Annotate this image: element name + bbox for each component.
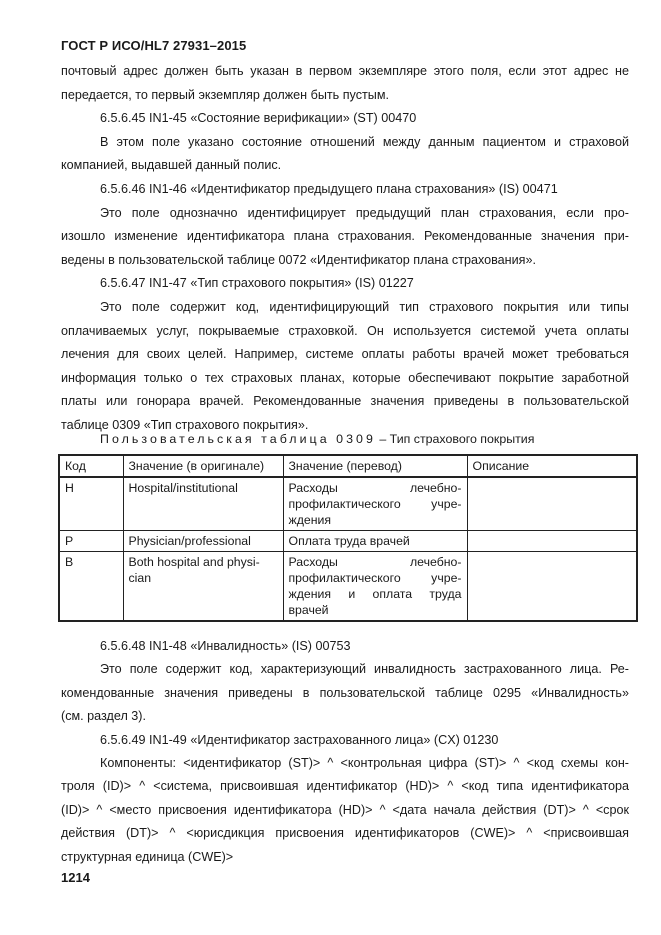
cell-description xyxy=(467,552,637,622)
cell-line: Оплата труда врачей xyxy=(288,534,410,548)
text-line: ведены в пользовательской таблице 0072 «Идентификатор плана страхования». xyxy=(61,252,536,267)
cell-original xyxy=(123,477,283,531)
cell-line: ждения и оплата труда xyxy=(288,587,462,601)
text-line: информация только о тех страховых планах, которые обеспечивают покрытие заработной xyxy=(61,370,629,385)
text-line: комендованные значения приведены в пользовательской таблице 0295 «Инвалидность» xyxy=(61,685,629,700)
text-line: (ID)> ^ <место присвоения идентификатора (HD)> ^ <дата начала действия (DT)> ^ <срок xyxy=(61,802,629,817)
table-row xyxy=(59,552,637,622)
cell-translation xyxy=(283,477,467,531)
cell-description xyxy=(467,477,637,531)
cell-code: P xyxy=(59,531,123,552)
table-header-code: Код xyxy=(59,455,123,477)
cell-original xyxy=(123,552,283,622)
cell-translation xyxy=(283,531,467,552)
text-line: почтовый адрес должен быть указан в первом экземпляре этого поля, если этот адрес не xyxy=(61,64,629,78)
text-line: 6.5.6.48 IN1-48 «Инвалидность» (IS) 00753 xyxy=(100,639,351,653)
table-caption-label: Пользовательская таблица 0309 xyxy=(100,432,376,446)
table-header-translation: Значение (перевод) xyxy=(283,455,467,477)
table-header-description: Описание xyxy=(467,455,637,477)
text-line: компанией, выдавшей данный полис. xyxy=(61,158,282,173)
cell-line: ждения xyxy=(288,513,332,527)
cell-code: H xyxy=(59,477,123,531)
cell-line: врачей xyxy=(288,603,329,617)
cell-translation xyxy=(283,552,467,622)
document-header: ГОСТ Р ИСО/HL7 27931–2015 xyxy=(61,38,247,53)
text-line: 6.5.6.46 IN1-46 «Идентификатор предыдущего плана страхования» (IS) 00471 xyxy=(100,182,558,196)
text-line: 6.5.6.47 IN1-47 «Тип страхового покрытия» (IS) 01227 xyxy=(100,276,414,291)
cell-line: профилактического учре- xyxy=(288,497,462,511)
text-line: платы или гонорара врачей. Рекомендованные значения приведены в пользовательской xyxy=(61,394,629,409)
cell-line: Both hospital and physi- xyxy=(128,555,260,569)
text-line: передается, то первый экземпляр должен быть пустым. xyxy=(61,87,389,102)
text-line: действия (DT)> ^ <юрисдикция присвоения идентификаторов (CWE)> ^ <присвоившая xyxy=(61,826,629,841)
text-line: изошло изменение идентификатора плана страхования. Рекомендованные значения при- xyxy=(61,229,629,244)
page-number: 1214 xyxy=(61,870,90,885)
text-line: троля (ID)> ^ <система, присвоившая идентификатор (HD)> ^ <код типа идентификатора xyxy=(61,779,629,794)
text-line: 6.5.6.49 IN1-49 «Идентификатор застрахованного лица» (CX) 01230 xyxy=(100,732,499,747)
cell-description xyxy=(467,531,637,552)
table-caption-title: – Тип страхового покрытия xyxy=(375,432,535,446)
text-line: (см. раздел 3). xyxy=(61,709,146,724)
cell-line: Расходы лечебно- xyxy=(288,481,462,495)
cell-line: Hospital/institutional xyxy=(128,481,238,495)
cell-line: Расходы лечебно- xyxy=(288,555,462,569)
text-line: Это поле однозначно идентифицирует предыдущий план страхования, если про- xyxy=(100,205,629,220)
cell-original xyxy=(123,531,283,552)
cell-line: профилактического учре- xyxy=(288,571,462,585)
text-line: Это поле содержит код, характеризующий инвалидность застрахованного лица. Ре- xyxy=(100,662,629,677)
text-line: оплачиваемых услуг, покрываемые страховкой. Он используется системой учета оплаты xyxy=(61,323,629,338)
text-line: Это поле содержит код, идентифицирующий тип страхового покрытия или типы xyxy=(100,300,629,314)
table-header-row xyxy=(59,455,637,477)
cell-line: Physician/professional xyxy=(128,534,251,548)
text-line: В этом поле указано состояние отношений между данным пациентом и страховой xyxy=(100,134,629,149)
cell-line: cian xyxy=(128,571,152,585)
cell-code: B xyxy=(59,552,123,622)
text-line: 6.5.6.45 IN1-45 «Состояние верификации» (ST) 00470 xyxy=(100,111,417,126)
text-line: Компоненты: <идентификатор (ST)> ^ <контрольная цифра (ST)> ^ <код схемы кон- xyxy=(100,756,629,770)
table-body xyxy=(59,477,637,621)
table-caption xyxy=(100,431,534,447)
text-line: структурная единица (CWE)> xyxy=(61,849,234,864)
table-row xyxy=(59,531,637,552)
table-row xyxy=(59,477,637,531)
table-header-original: Значение (в оригинале) xyxy=(123,455,283,477)
user-table-0309 xyxy=(58,454,638,622)
text-line: таблице 0309 «Тип страхового покрытия». xyxy=(61,418,309,432)
text-line: лечения для своих целей. Например, системе оплаты работы врачей может требоваться xyxy=(61,347,629,362)
